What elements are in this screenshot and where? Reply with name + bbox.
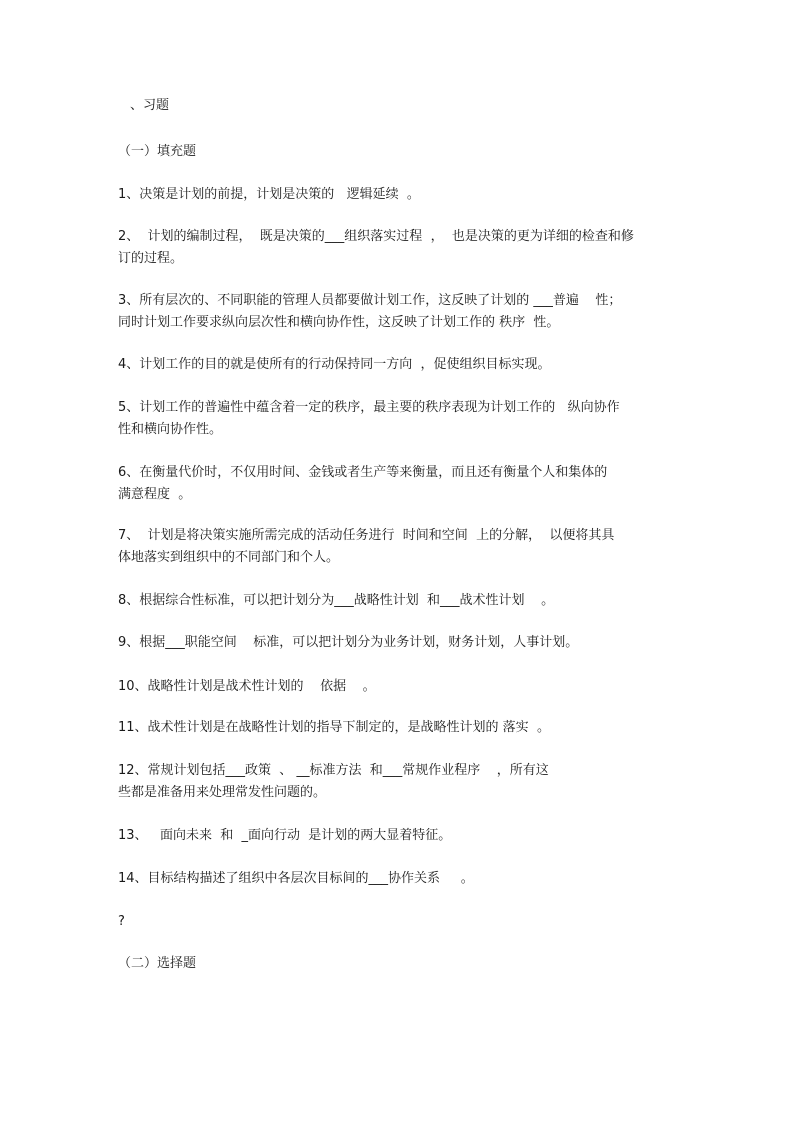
section-choice-title: （二）选择题 [118,956,197,971]
question-5-line-1: 5、计划工作的普遍性中蕴含着一定的秩序，最主要的秩序表现为计划工作的 纵向协作 [118,400,620,415]
question-2-line-1: 2、 计划的编制过程， 既是决策的___组织落实过程 ， 也是决策的更为详细的检查和修 [118,229,634,244]
question-10: 10、战略性计划是战术性计划的 依据 。 [118,679,376,694]
heading: 、习题 [130,98,170,113]
question-5-line-2: 性和横向协作性。 [118,422,223,437]
question-8: 8、根据综合性标准，可以把计划分为___战略性计划 和___战术性计划 。 [118,593,555,608]
section-fill-title: （一）填充题 [118,144,197,159]
question-12-line-1: 12、常规计划包括___政策 、 __标准方法 和___常规作业程序 ，所有这 [118,763,549,778]
question-9: 9、根据___职能空间 标准，可以把计划分为业务计划，财务计划，人事计划。 [118,635,579,650]
question-11: 11、战术性计划是在战略性计划的指导下制定的，是战略性计划的 落实 。 [118,720,550,735]
stray-mark: ? [118,914,125,929]
question-6-line-1: 6、在衡量代价时，不仅用时间、金钱或者生产等来衡量，而且还有衡量个人和集体的 [118,465,608,480]
question-7-line-1: 7、 计划是将决策实施所需完成的活动任务进行 时间和空间 上的分解， 以便将其具 [118,528,615,543]
question-14: 14、目标结构描述了组织中各层次目标间的___协作关系 。 [118,871,474,886]
question-6-line-2: 满意程度 。 [118,487,192,502]
question-4: 4、计划工作的目的就是使所有的行动保持同一方向 ，促使组织目标实现。 [118,357,551,372]
question-12-line-2: 些都是准备用来处理常发性问题的。 [118,785,327,800]
question-3-line-1: 3、所有层次的、不同职能的管理人员都要做计划工作，这反映了计划的 ___普遍 性； [118,293,622,308]
question-3-line-2: 同时计划工作要求纵向层次性和横向协作性，这反映了计划工作的 秩序 性。 [118,315,560,330]
question-13: 13、 面向未来 和 _面向行动 是计划的两大显着特征。 [118,828,452,843]
question-7-line-2: 体地落实到组织中的不同部门和个人。 [118,550,340,565]
question-2-line-2: 订的过程。 [118,251,184,266]
question-1: 1、决策是计划的前提，计划是决策的 逻辑延续 。 [118,187,420,202]
